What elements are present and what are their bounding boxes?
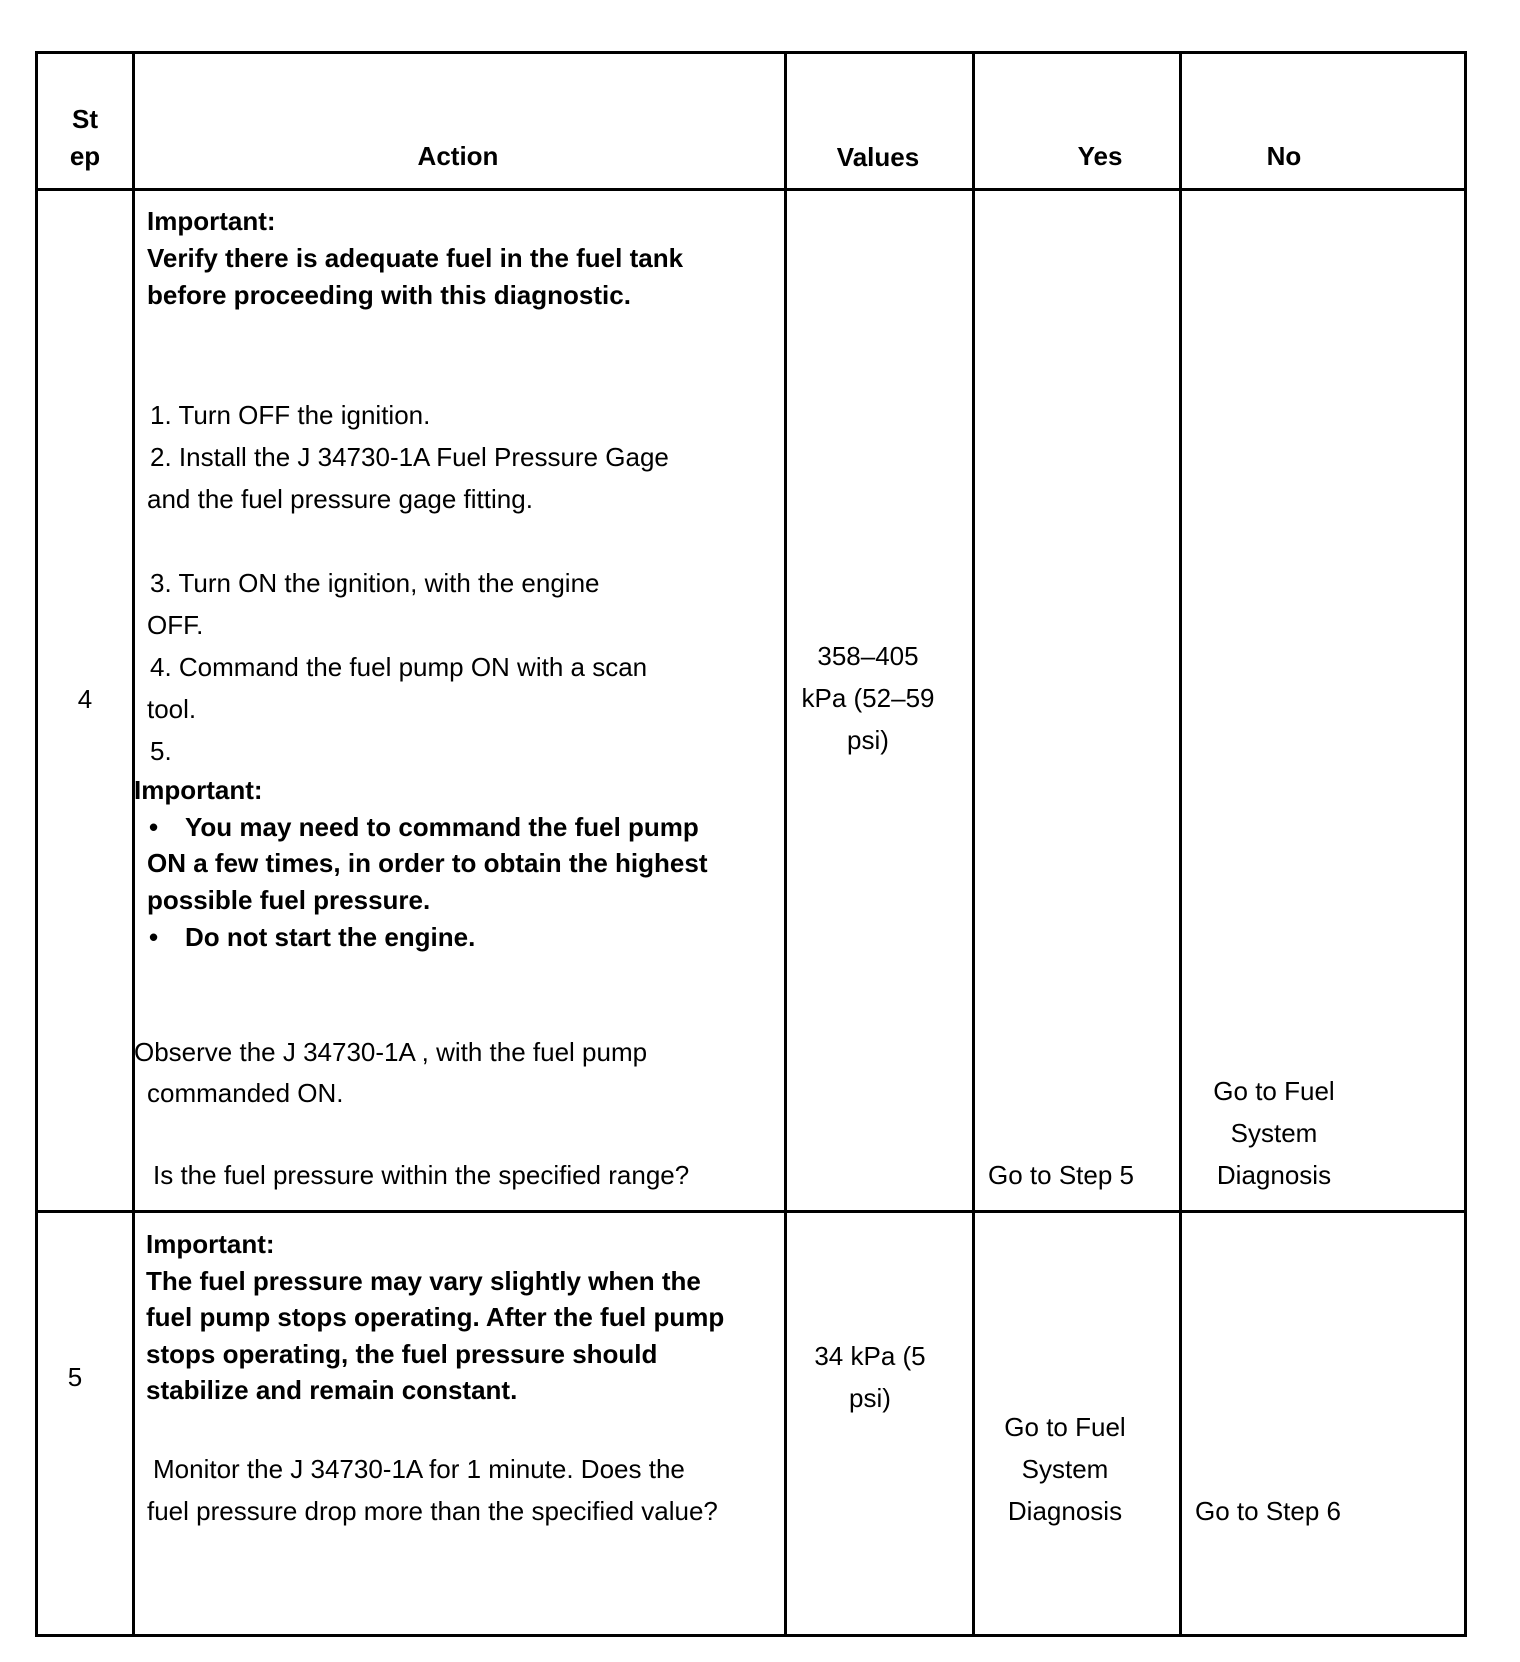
bullet-text-continuation: possible fuel pressure. (147, 885, 431, 915)
step-number-4: 4 (77, 684, 93, 714)
list-item: 2. Install the J 34730-1A Fuel Pressure Gage (150, 442, 669, 472)
no-action: System (1230, 1118, 1318, 1148)
header-yes: Yes (1077, 141, 1123, 171)
value-range: psi) (847, 725, 889, 755)
question-text: fuel pressure drop more than the specified value? (147, 1496, 718, 1526)
yes-action: System (1021, 1454, 1109, 1484)
step-number-5: 5 (67, 1362, 83, 1392)
yes-action: Go to Fuel (1004, 1412, 1126, 1442)
bullet-icon: • (149, 922, 159, 952)
question-text: Monitor the J 34730-1A for 1 minute. Does the (153, 1454, 685, 1484)
important-text-line: stabilize and remain constant. (146, 1375, 518, 1405)
header-values: Values (836, 142, 920, 172)
list-item: 5. (150, 736, 172, 766)
row-divider (38, 1210, 1464, 1213)
no-action: Go to Fuel (1213, 1076, 1335, 1106)
value-range: kPa (52–59 (801, 683, 935, 713)
list-item: 3. Turn ON the ignition, with the engine (150, 568, 600, 598)
bullet-icon: • (149, 812, 159, 842)
header-action: Action (417, 141, 499, 171)
column-divider-step (132, 54, 135, 1634)
important-heading: Important: (146, 1229, 275, 1259)
observe-text: commanded ON. (147, 1078, 344, 1108)
yes-action: Diagnosis (1007, 1496, 1123, 1526)
list-item-continuation: OFF. (147, 610, 204, 640)
list-item: 4. Command the fuel pump ON with a scan (150, 652, 648, 682)
header-divider (38, 188, 1464, 191)
question-text: Is the fuel pressure within the specified range? (153, 1160, 690, 1190)
important-heading: Important: (134, 775, 263, 805)
important-text-line: The fuel pressure may vary slightly when the (146, 1266, 701, 1296)
header-step-line2: ep (69, 141, 101, 171)
no-action: Diagnosis (1216, 1160, 1332, 1190)
important-text-line: Verify there is adequate fuel in the fuel tank (147, 243, 684, 273)
bullet-text: You may need to command the fuel pump (185, 812, 699, 842)
bullet-text-continuation: ON a few times, in order to obtain the highest (147, 848, 708, 878)
list-item-continuation: tool. (147, 694, 197, 724)
column-divider-values (972, 54, 975, 1634)
yes-action: Go to Step 5 (988, 1160, 1134, 1190)
list-item-continuation: and the fuel pressure gage fitting. (147, 484, 533, 514)
value-spec: 34 kPa (5 (814, 1341, 926, 1371)
important-text-line: before proceeding with this diagnostic. (147, 280, 631, 310)
header-no: No (1266, 141, 1302, 171)
value-spec: psi) (849, 1383, 891, 1413)
value-range: 358–405 (817, 641, 919, 671)
list-item: 1. Turn OFF the ignition. (150, 400, 431, 430)
column-divider-yes (1179, 54, 1182, 1634)
observe-text: Observe the J 34730-1A , with the fuel pump (134, 1037, 648, 1067)
important-text-line: stops operating, the fuel pressure should (146, 1339, 658, 1369)
important-heading: Important: (147, 206, 276, 236)
header-step-line1: St (72, 104, 98, 134)
bullet-text: Do not start the engine. (185, 922, 476, 952)
important-text-line: fuel pump stops operating. After the fuel pump (146, 1302, 725, 1332)
no-action: Go to Step 6 (1195, 1496, 1341, 1526)
